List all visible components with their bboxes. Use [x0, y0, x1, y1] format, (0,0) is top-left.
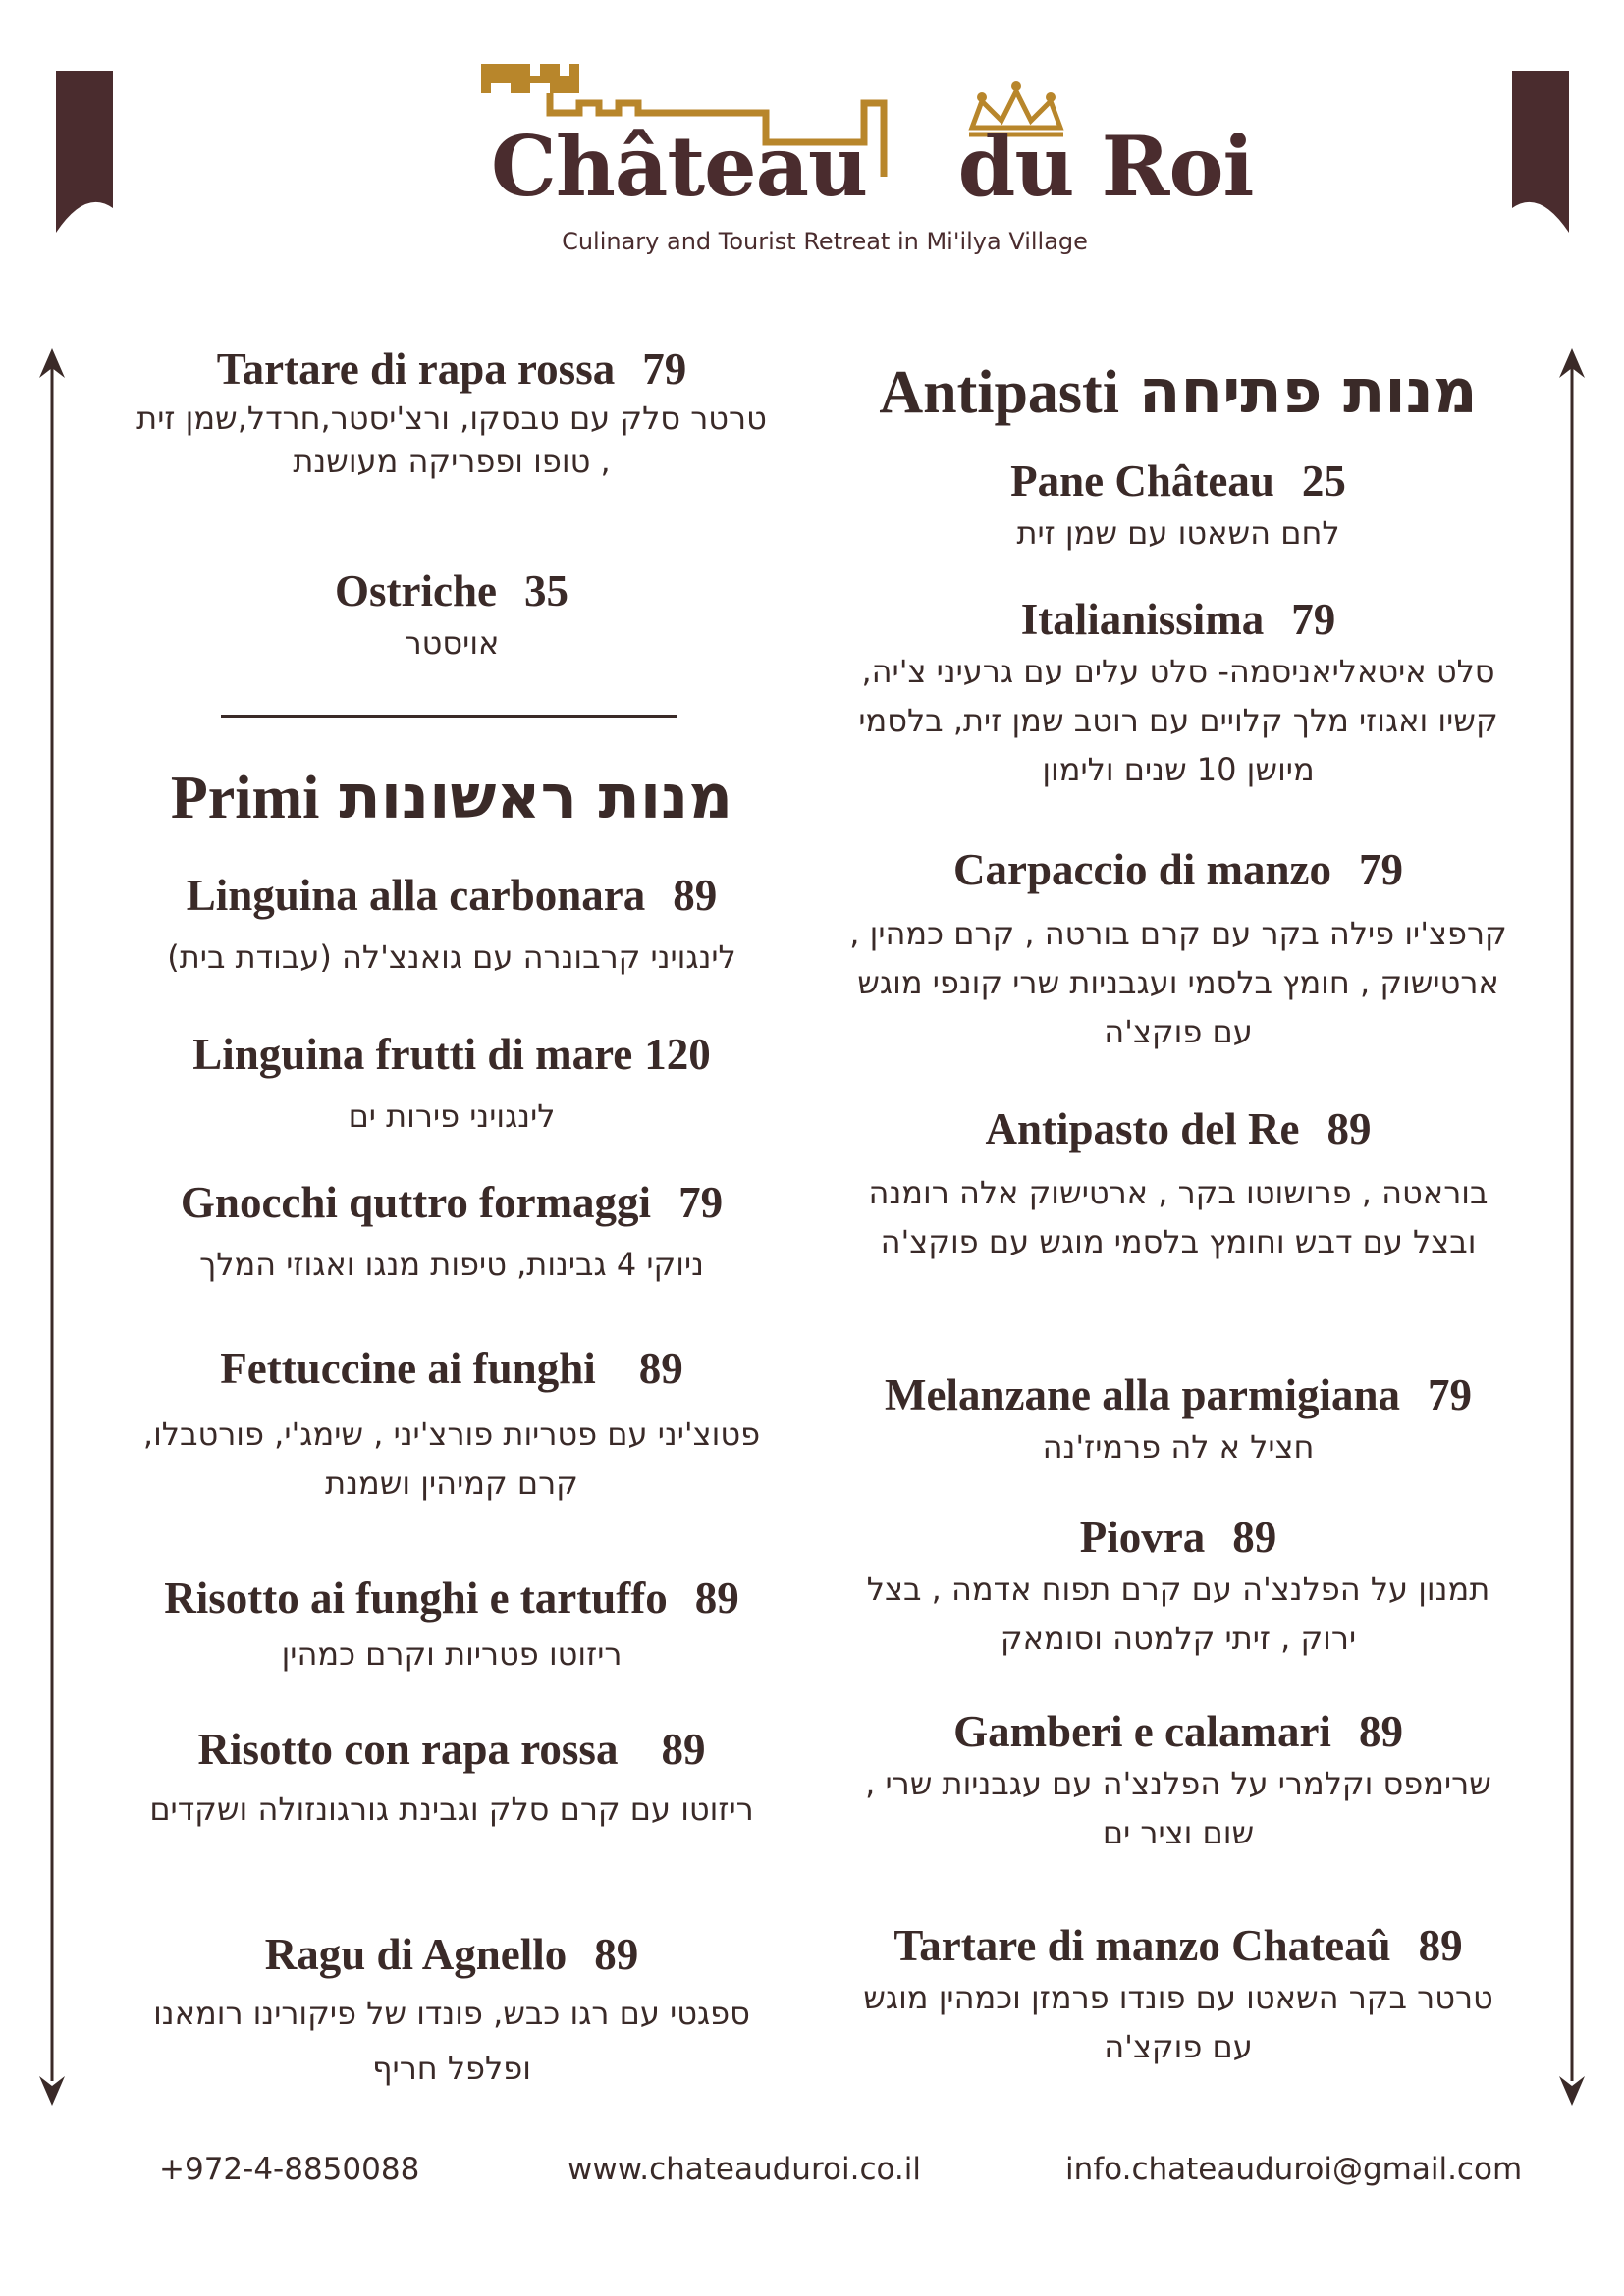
- antipasti-heading-he: מנות פתיחה: [1138, 355, 1478, 427]
- item-price: 79: [642, 345, 687, 394]
- item-name: Linguina frutti di mare: [192, 1030, 633, 1079]
- menu-item: [844, 1510, 1512, 1663]
- brand-name: [491, 118, 1254, 236]
- item-description: לחם השאטו עם שמן זית: [1016, 514, 1340, 552]
- menu-item: [108, 1722, 795, 1838]
- menu-item: [128, 563, 776, 667]
- item-name: Gamberi e calamari: [953, 1707, 1331, 1756]
- item-description: לינגויני קרבונרה עם גואנצ'לה (עבודת בית): [167, 938, 736, 976]
- item-description: שרימפס וקלמרי על הפלנצ'ה עם עגבניות שרי , שום וציר ים: [865, 1765, 1491, 1851]
- item-name: Carpaccio di manzo: [953, 845, 1331, 894]
- menu-item: [108, 1571, 795, 1679]
- item-name: Ragu di Agnello: [264, 1930, 568, 1979]
- item-price: 89: [661, 1725, 706, 1774]
- item-name: Risotto ai funghi e tartuffo: [164, 1574, 668, 1623]
- item-description: פטוצ'יני עם פטריות פורצ'יני , שימג'י, פורטבלו, קרם קמיהין ושמנת: [142, 1415, 761, 1502]
- menu-item: [108, 1175, 795, 1289]
- item-name: Gnocchi quttro formaggi: [180, 1178, 652, 1227]
- brand-name-part2: du Roi: [957, 118, 1254, 215]
- item-price: 89: [1418, 1921, 1463, 1970]
- item-name: Piovra: [1079, 1513, 1206, 1562]
- primi-heading: [118, 761, 785, 833]
- menu-item: [108, 1341, 795, 1508]
- item-price: 89: [1326, 1104, 1372, 1153]
- item-description: תמנון על הפלנצ'ה עם קרם תפוח אדמה , בצל ירוק , זיתי קלמטה וסומאק: [866, 1571, 1490, 1657]
- item-price: 35: [523, 566, 568, 615]
- item-description: אויסטר: [404, 624, 500, 662]
- item-description: קרפצ'יו פילה בקר עם קרם בורטה , קרם כמהין , ארטישוק , חומץ בלסמי ועגבניות שרי קונפי מוגש עם פוקצ'ה: [849, 915, 1507, 1050]
- item-price: 89: [1232, 1513, 1277, 1562]
- item-description: ריזוטו עם קרם סלק וגבינת גורגונזולה ושקדים: [149, 1790, 754, 1828]
- menu-item: [108, 868, 795, 982]
- item-name: Antipasto del Re: [985, 1104, 1300, 1153]
- item-description: בוראטה , פרושוטו בקר , ארטישוק אלה רומנה ובצל עם דבש וחומץ בלסמי מוגש עם פוקצ'ה: [868, 1174, 1489, 1260]
- item-description: ריזוטו פטריות וקרם כמהין: [281, 1635, 623, 1673]
- menu-item: [844, 1704, 1512, 1857]
- primi-heading-he: מנות ראשונות: [339, 761, 733, 832]
- item-name: Tartare di manzo Chateaû: [893, 1921, 1391, 1970]
- menu-item: [844, 1101, 1512, 1266]
- brand-tagline: Culinary and Tourist Retreat in Mi'ilya Village: [562, 228, 1088, 255]
- item-description: טרטר בקר השאטו עם פונדו פרמזן וכמהין מוגש עם פוקצ'ה: [863, 1979, 1493, 2065]
- item-name: Melanzane alla parmigiana: [885, 1370, 1400, 1419]
- menu-item: [128, 342, 776, 483]
- item-name: Ostriche: [335, 566, 497, 615]
- right-banner-decoration: [1512, 71, 1569, 233]
- item-price: 120: [644, 1030, 711, 1079]
- right-arrow-decoration: [1557, 348, 1587, 2106]
- item-price: 79: [1358, 845, 1403, 894]
- footer-website[interactable]: www.chateauduroi.co.il: [568, 2152, 921, 2187]
- item-price: 89: [638, 1344, 683, 1393]
- item-name: Pane Château: [1010, 456, 1274, 506]
- item-name: Tartare di rapa rossa: [216, 345, 616, 394]
- brand-name-part1: Château: [491, 118, 868, 215]
- item-price: 25: [1301, 456, 1346, 506]
- item-name: Risotto con rapa rossa: [197, 1725, 619, 1774]
- item-price: 79: [1291, 595, 1336, 644]
- menu-item: [844, 1918, 1512, 2071]
- item-name: Fettuccine ai funghi: [220, 1344, 596, 1393]
- item-description: ניוקי 4 גבינות, טיפות מנגו ואגוזי המלך: [199, 1246, 704, 1283]
- item-name: Linguina alla carbonara: [186, 871, 646, 920]
- menu-item: [108, 1927, 795, 2096]
- item-price: 89: [673, 871, 718, 920]
- menu-item: [844, 1367, 1512, 1471]
- menu-item: [844, 842, 1512, 1056]
- section-divider: [221, 715, 677, 718]
- item-description: סלט איטאליאניסמה- סלט עלים עם גרעיני צ'יה, קשיו ואגוזי מלך קלויים עם רוטב שמן זית, בלסמי מיושן 10 שנים ולימון: [858, 653, 1498, 788]
- menu-item: [844, 454, 1512, 558]
- item-description: טרטר סלק עם טבסקו, ורצ'יסטר,חרדל,שמן זית , טופו ופפריקה מעושנת: [136, 400, 767, 480]
- left-banner-decoration: [56, 71, 113, 233]
- item-price: 79: [1427, 1370, 1472, 1419]
- menu-item: [108, 1027, 795, 1141]
- antipasti-heading-en: Antipasti: [879, 359, 1119, 426]
- antipasti-heading: [844, 355, 1512, 428]
- item-price: 89: [694, 1574, 739, 1623]
- left-arrow-decoration: [37, 348, 67, 2106]
- footer-email[interactable]: info.chateauduroi@gmail.com: [1065, 2152, 1523, 2187]
- item-description: ספגטי עם רגו כבש, פונדו של פיקורינו רומאנו ופלפל חריף: [153, 1995, 750, 2087]
- menu-item: [844, 592, 1512, 794]
- item-description: חציל א לה פרמיז'נה: [1042, 1428, 1315, 1466]
- item-price: 89: [1358, 1707, 1403, 1756]
- item-description: לינגויני פירות ים: [348, 1097, 556, 1135]
- item-price: 89: [594, 1930, 639, 1979]
- item-name: Italianissima: [1020, 595, 1265, 644]
- primi-heading-en: Primi: [170, 765, 320, 831]
- item-price: 79: [678, 1178, 724, 1227]
- footer-phone[interactable]: +972-4-8850088: [159, 2152, 420, 2187]
